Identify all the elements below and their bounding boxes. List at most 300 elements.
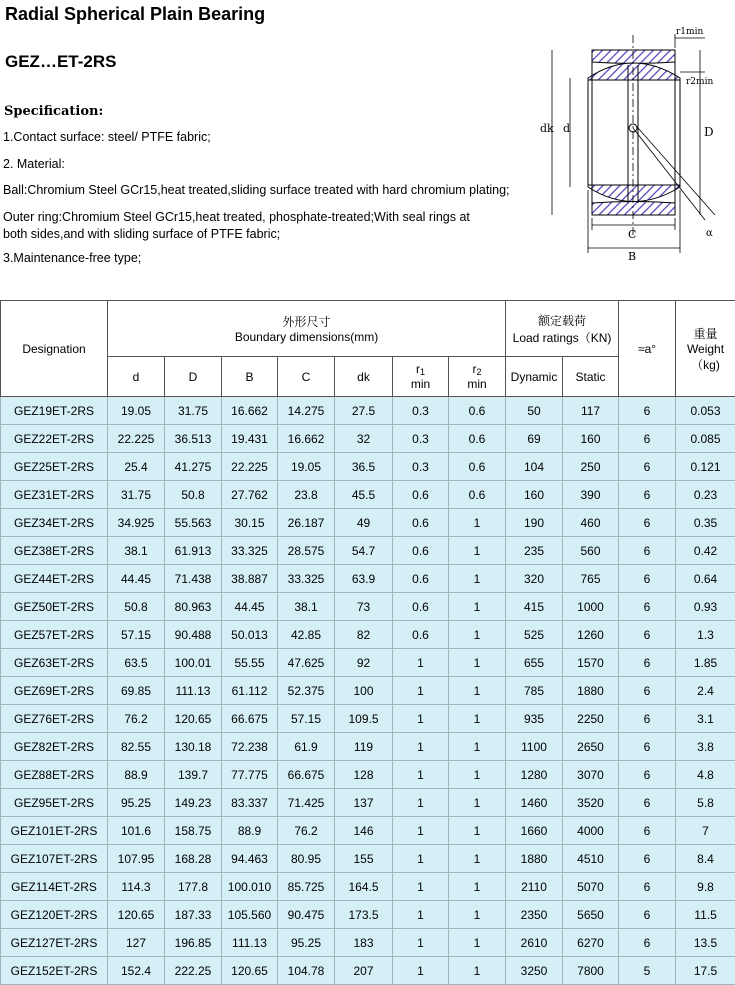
cell-r1: 1	[393, 733, 449, 761]
cell-weight: 0.053	[676, 397, 735, 425]
cell-dk: 109.5	[335, 705, 393, 733]
cell-static: 390	[563, 481, 619, 509]
cell-B: 100.010	[222, 873, 278, 901]
cell-D: 222.25	[165, 957, 222, 985]
cell-dynamic: 3250	[506, 957, 563, 985]
cell-dk: 173.5	[335, 901, 393, 929]
cell-r1: 1	[393, 957, 449, 985]
weight-cn: 重量	[676, 325, 735, 342]
cell-designation: GEZ69ET-2RS	[1, 677, 108, 705]
bearing-dimension-table	[0, 300, 735, 985]
r1-min: min	[393, 377, 448, 391]
cell-C: 16.662	[278, 425, 335, 453]
cell-dk: 49	[335, 509, 393, 537]
cell-weight: 2.4	[676, 677, 735, 705]
cell-angle: 5	[619, 957, 676, 985]
cell-static: 2650	[563, 733, 619, 761]
cell-r2: 1	[449, 957, 506, 985]
table-row	[1, 453, 735, 481]
cell-angle: 6	[619, 509, 676, 537]
cell-C: 42.85	[278, 621, 335, 649]
cell-dk: 45.5	[335, 481, 393, 509]
cell-C: 61.9	[278, 733, 335, 761]
cell-static: 3070	[563, 761, 619, 789]
cell-weight: 7	[676, 817, 735, 845]
cell-dk: 119	[335, 733, 393, 761]
boundary-dimensions-header	[108, 301, 506, 357]
cell-D: 50.8	[165, 481, 222, 509]
cell-r1: 0.3	[393, 453, 449, 481]
angle-header: ≈a°	[619, 301, 676, 397]
cell-C: 80.95	[278, 845, 335, 873]
cell-D: 168.28	[165, 845, 222, 873]
spec-ball-material: Ball:Chromium Steel GCr15,heat treated,sliding surface treated with hard chromium plating;	[3, 182, 533, 198]
cell-B: 22.225	[222, 453, 278, 481]
table-row	[1, 761, 735, 789]
cell-B: 55.55	[222, 649, 278, 677]
table-row	[1, 425, 735, 453]
cell-dk: 128	[335, 761, 393, 789]
cell-angle: 6	[619, 677, 676, 705]
cell-C: 71.425	[278, 789, 335, 817]
cell-angle: 6	[619, 761, 676, 789]
cell-angle: 6	[619, 425, 676, 453]
cell-weight: 0.085	[676, 425, 735, 453]
col-D-header: D	[165, 357, 222, 397]
cell-D: 90.488	[165, 621, 222, 649]
cell-d: 127	[108, 929, 165, 957]
weight-unit: （kg)	[676, 356, 735, 373]
cell-r2: 1	[449, 705, 506, 733]
cell-D: 71.438	[165, 565, 222, 593]
table-row	[1, 621, 735, 649]
cell-dynamic: 190	[506, 509, 563, 537]
cell-r2: 1	[449, 789, 506, 817]
cell-dk: 92	[335, 649, 393, 677]
weight-header	[676, 301, 735, 397]
cell-d: 69.85	[108, 677, 165, 705]
cell-angle: 6	[619, 817, 676, 845]
spec-material-heading: 2. Material:	[3, 156, 533, 172]
cell-weight: 11.5	[676, 901, 735, 929]
cell-static: 5650	[563, 901, 619, 929]
cell-static: 1880	[563, 677, 619, 705]
cell-weight: 0.64	[676, 565, 735, 593]
cell-B: 105.560	[222, 901, 278, 929]
table-row	[1, 705, 735, 733]
cell-designation: GEZ120ET-2RS	[1, 901, 108, 929]
cell-dk: 32	[335, 425, 393, 453]
cell-dk: 82	[335, 621, 393, 649]
cell-dynamic: 104	[506, 453, 563, 481]
table-row	[1, 957, 735, 985]
cell-r1: 1	[393, 649, 449, 677]
load-ratings-header	[506, 301, 619, 357]
cell-r1: 1	[393, 845, 449, 873]
cell-angle: 6	[619, 649, 676, 677]
col-dk-header: dk	[335, 357, 393, 397]
cell-dynamic: 2110	[506, 873, 563, 901]
cell-dynamic: 1280	[506, 761, 563, 789]
cell-designation: GEZ38ET-2RS	[1, 537, 108, 565]
cell-static: 1260	[563, 621, 619, 649]
cell-designation: GEZ22ET-2RS	[1, 425, 108, 453]
cell-dk: 100	[335, 677, 393, 705]
cell-weight: 0.42	[676, 537, 735, 565]
cell-dk: 137	[335, 789, 393, 817]
cell-dynamic: 525	[506, 621, 563, 649]
cell-static: 3520	[563, 789, 619, 817]
cell-dynamic: 785	[506, 677, 563, 705]
cell-B: 66.675	[222, 705, 278, 733]
col-r1-header	[393, 357, 449, 397]
cell-d: 34.925	[108, 509, 165, 537]
cell-designation: GEZ101ET-2RS	[1, 817, 108, 845]
cell-r1: 1	[393, 705, 449, 733]
cell-designation: GEZ107ET-2RS	[1, 845, 108, 873]
table-row	[1, 677, 735, 705]
load-cn: 额定载荷	[506, 312, 618, 329]
cell-C: 52.375	[278, 677, 335, 705]
cell-D: 36.513	[165, 425, 222, 453]
cell-C: 23.8	[278, 481, 335, 509]
cell-r2: 1	[449, 901, 506, 929]
cell-r1: 1	[393, 817, 449, 845]
cell-B: 77.775	[222, 761, 278, 789]
cell-dk: 63.9	[335, 565, 393, 593]
cell-D: 139.7	[165, 761, 222, 789]
table-row	[1, 397, 735, 425]
cell-d: 107.95	[108, 845, 165, 873]
cell-r1: 1	[393, 929, 449, 957]
cell-C: 28.575	[278, 537, 335, 565]
cell-r1: 0.6	[393, 509, 449, 537]
cell-angle: 6	[619, 705, 676, 733]
cell-angle: 6	[619, 593, 676, 621]
cell-r1: 0.6	[393, 481, 449, 509]
cell-D: 41.275	[165, 453, 222, 481]
cell-r1: 1	[393, 789, 449, 817]
cell-static: 4510	[563, 845, 619, 873]
cell-d: 38.1	[108, 537, 165, 565]
cell-designation: GEZ63ET-2RS	[1, 649, 108, 677]
cell-d: 57.15	[108, 621, 165, 649]
cell-angle: 6	[619, 845, 676, 873]
load-en: Load ratings（KN)	[506, 329, 618, 346]
col-d-header: d	[108, 357, 165, 397]
cell-weight: 0.121	[676, 453, 735, 481]
cell-B: 94.463	[222, 845, 278, 873]
cell-D: 187.33	[165, 901, 222, 929]
cell-d: 120.65	[108, 901, 165, 929]
cell-r2: 0.6	[449, 453, 506, 481]
cell-dk: 73	[335, 593, 393, 621]
table-row	[1, 929, 735, 957]
cell-dynamic: 69	[506, 425, 563, 453]
cell-r2: 1	[449, 845, 506, 873]
cell-dynamic: 1880	[506, 845, 563, 873]
r2-label: r2min	[686, 77, 713, 87]
cell-weight: 1.3	[676, 621, 735, 649]
alpha-label: α	[706, 228, 713, 239]
cell-designation: GEZ88ET-2RS	[1, 761, 108, 789]
cell-D: 111.13	[165, 677, 222, 705]
cell-C: 90.475	[278, 901, 335, 929]
cell-weight: 9.8	[676, 873, 735, 901]
cell-C: 33.325	[278, 565, 335, 593]
cell-r2: 1	[449, 537, 506, 565]
cell-weight: 3.1	[676, 705, 735, 733]
ball-top	[588, 63, 680, 80]
cell-C: 38.1	[278, 593, 335, 621]
cell-angle: 6	[619, 537, 676, 565]
outer-ring-top	[592, 50, 675, 64]
cell-D: 31.75	[165, 397, 222, 425]
cell-r2: 1	[449, 817, 506, 845]
designation-header: Designation	[1, 301, 108, 397]
cell-r2: 1	[449, 621, 506, 649]
cell-static: 160	[563, 425, 619, 453]
cell-r2: 1	[449, 593, 506, 621]
cell-dynamic: 1460	[506, 789, 563, 817]
col-static-header: Static	[563, 357, 619, 397]
cell-D: 61.913	[165, 537, 222, 565]
cell-designation: GEZ76ET-2RS	[1, 705, 108, 733]
cell-C: 104.78	[278, 957, 335, 985]
cell-dynamic: 160	[506, 481, 563, 509]
cell-C: 66.675	[278, 761, 335, 789]
cell-weight: 4.8	[676, 761, 735, 789]
cell-dynamic: 1660	[506, 817, 563, 845]
cell-B: 111.13	[222, 929, 278, 957]
cell-designation: GEZ25ET-2RS	[1, 453, 108, 481]
cell-dynamic: 935	[506, 705, 563, 733]
cell-d: 63.5	[108, 649, 165, 677]
cell-weight: 13.5	[676, 929, 735, 957]
d-label: d	[563, 122, 570, 135]
table-row	[1, 481, 735, 509]
table-body	[1, 397, 735, 985]
table-row	[1, 817, 735, 845]
cell-B: 27.762	[222, 481, 278, 509]
cell-D: 100.01	[165, 649, 222, 677]
cell-D: 158.75	[165, 817, 222, 845]
cell-static: 1000	[563, 593, 619, 621]
cell-d: 88.9	[108, 761, 165, 789]
cell-weight: 0.93	[676, 593, 735, 621]
cell-d: 95.25	[108, 789, 165, 817]
cell-r1: 0.6	[393, 593, 449, 621]
cell-dynamic: 1100	[506, 733, 563, 761]
spec-maintenance: 3.Maintenance-free type;	[3, 250, 533, 266]
cell-C: 26.187	[278, 509, 335, 537]
cell-dynamic: 655	[506, 649, 563, 677]
cell-static: 560	[563, 537, 619, 565]
cell-C: 85.725	[278, 873, 335, 901]
cell-d: 152.4	[108, 957, 165, 985]
cell-dynamic: 235	[506, 537, 563, 565]
cell-weight: 8.4	[676, 845, 735, 873]
cell-designation: GEZ34ET-2RS	[1, 509, 108, 537]
cell-C: 95.25	[278, 929, 335, 957]
cell-dk: 146	[335, 817, 393, 845]
cell-B: 16.662	[222, 397, 278, 425]
cell-dynamic: 2350	[506, 901, 563, 929]
cell-static: 7800	[563, 957, 619, 985]
cell-dk: 207	[335, 957, 393, 985]
model-series: GEZ…ET-2RS	[5, 52, 116, 72]
cell-r1: 0.6	[393, 537, 449, 565]
cell-dynamic: 2610	[506, 929, 563, 957]
table-row	[1, 789, 735, 817]
cell-designation: GEZ50ET-2RS	[1, 593, 108, 621]
r1-subscript: 1	[420, 367, 425, 377]
r2-min: min	[449, 377, 505, 391]
cell-designation: GEZ44ET-2RS	[1, 565, 108, 593]
bearing-cross-section-drawing	[530, 20, 735, 270]
table-row	[1, 845, 735, 873]
cell-weight: 0.35	[676, 509, 735, 537]
cell-angle: 6	[619, 901, 676, 929]
spec-outer-ring-1: Outer ring:Chromium Steel GCr15,heat treated, phosphate-treated;With seal rings at	[3, 209, 533, 225]
dk-label: dk	[540, 122, 554, 135]
table-row	[1, 649, 735, 677]
cell-D: 196.85	[165, 929, 222, 957]
cell-r2: 0.6	[449, 425, 506, 453]
cell-r2: 1	[449, 733, 506, 761]
boundary-en: Boundary dimensions(mm)	[108, 330, 505, 344]
cell-r1: 1	[393, 901, 449, 929]
cell-r1: 1	[393, 677, 449, 705]
cell-D: 149.23	[165, 789, 222, 817]
cell-dk: 27.5	[335, 397, 393, 425]
product-header-section	[0, 0, 735, 300]
cell-r2: 1	[449, 761, 506, 789]
B-label: B	[628, 250, 636, 263]
cell-dk: 54.7	[335, 537, 393, 565]
table-row	[1, 733, 735, 761]
C-label: C	[628, 228, 636, 241]
weight-en: Weight	[676, 342, 735, 356]
cell-angle: 6	[619, 453, 676, 481]
cell-B: 33.325	[222, 537, 278, 565]
cell-D: 55.563	[165, 509, 222, 537]
cell-B: 88.9	[222, 817, 278, 845]
spec-outer-ring-2: both sides,and with sliding surface of PTFE fabric;	[3, 226, 533, 242]
cell-r2: 1	[449, 649, 506, 677]
cell-d: 25.4	[108, 453, 165, 481]
cell-r2: 0.6	[449, 481, 506, 509]
cell-d: 19.05	[108, 397, 165, 425]
cell-C: 47.625	[278, 649, 335, 677]
cell-B: 72.238	[222, 733, 278, 761]
cell-dk: 183	[335, 929, 393, 957]
cell-B: 30.15	[222, 509, 278, 537]
cell-B: 38.887	[222, 565, 278, 593]
cell-r2: 1	[449, 929, 506, 957]
cell-d: 44.45	[108, 565, 165, 593]
cell-designation: GEZ57ET-2RS	[1, 621, 108, 649]
cell-r1: 0.3	[393, 397, 449, 425]
cell-static: 460	[563, 509, 619, 537]
cell-static: 765	[563, 565, 619, 593]
cell-r1: 1	[393, 761, 449, 789]
boundary-cn: 外形尺寸	[108, 313, 505, 330]
cell-d: 101.6	[108, 817, 165, 845]
cell-designation: GEZ82ET-2RS	[1, 733, 108, 761]
cell-r1: 0.6	[393, 621, 449, 649]
cell-angle: 6	[619, 565, 676, 593]
cell-D: 80.963	[165, 593, 222, 621]
cell-dk: 164.5	[335, 873, 393, 901]
table-row	[1, 537, 735, 565]
r2-subscript: 2	[477, 367, 482, 377]
cell-angle: 6	[619, 621, 676, 649]
cell-static: 1570	[563, 649, 619, 677]
spec-contact-surface: 1.Contact surface: steel/ PTFE fabric;	[3, 129, 533, 145]
cell-dk: 36.5	[335, 453, 393, 481]
cell-B: 44.45	[222, 593, 278, 621]
r1-label: r1min	[676, 27, 703, 37]
cell-dynamic: 415	[506, 593, 563, 621]
cell-r2: 1	[449, 565, 506, 593]
cell-d: 50.8	[108, 593, 165, 621]
cell-static: 250	[563, 453, 619, 481]
cell-designation: GEZ114ET-2RS	[1, 873, 108, 901]
cell-D: 130.18	[165, 733, 222, 761]
table-row	[1, 873, 735, 901]
cell-r2: 1	[449, 873, 506, 901]
cell-static: 4000	[563, 817, 619, 845]
table-row	[1, 593, 735, 621]
cell-angle: 6	[619, 929, 676, 957]
cell-angle: 6	[619, 397, 676, 425]
cell-weight: 5.8	[676, 789, 735, 817]
cell-weight: 0.23	[676, 481, 735, 509]
col-dynamic-header: Dynamic	[506, 357, 563, 397]
cell-angle: 6	[619, 481, 676, 509]
col-C-header: C	[278, 357, 335, 397]
table-row	[1, 509, 735, 537]
cell-B: 50.013	[222, 621, 278, 649]
table-row	[1, 901, 735, 929]
cell-C: 14.275	[278, 397, 335, 425]
cell-angle: 6	[619, 789, 676, 817]
cell-C: 19.05	[278, 453, 335, 481]
cell-r1: 0.3	[393, 425, 449, 453]
cell-weight: 3.8	[676, 733, 735, 761]
cell-angle: 6	[619, 733, 676, 761]
cell-d: 114.3	[108, 873, 165, 901]
cell-static: 5070	[563, 873, 619, 901]
cell-angle: 6	[619, 873, 676, 901]
cell-B: 19.431	[222, 425, 278, 453]
cell-designation: GEZ31ET-2RS	[1, 481, 108, 509]
cell-D: 177.8	[165, 873, 222, 901]
cell-weight: 1.85	[676, 649, 735, 677]
cell-C: 57.15	[278, 705, 335, 733]
cell-designation: GEZ19ET-2RS	[1, 397, 108, 425]
r1-symbol: r	[416, 362, 420, 376]
D-label: D	[704, 125, 714, 139]
table-row	[1, 565, 735, 593]
cell-B: 61.112	[222, 677, 278, 705]
cell-dynamic: 50	[506, 397, 563, 425]
cell-r2: 0.6	[449, 397, 506, 425]
cell-d: 22.225	[108, 425, 165, 453]
cell-static: 117	[563, 397, 619, 425]
col-B-header: B	[222, 357, 278, 397]
